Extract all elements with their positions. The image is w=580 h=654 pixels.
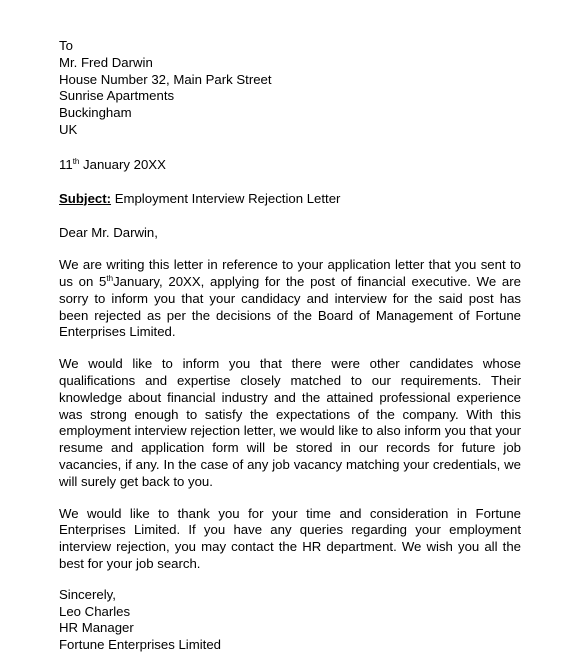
to-label: To xyxy=(59,38,73,53)
recipient-country: UK xyxy=(59,121,78,137)
subject-label: Subject: xyxy=(59,190,112,206)
paragraph-1-sup: th xyxy=(106,273,114,283)
signature-block xyxy=(59,604,521,654)
signature-title: HR Manager xyxy=(59,620,134,636)
subject-text: Employment Interview Rejection Letter xyxy=(111,190,341,206)
paragraph-1-part1: We are writing this letter in reference to your application letter that you sent to us on 5 xyxy=(59,257,521,289)
paragraph-2: We would like to inform you that there were other candidates whose qualifications and expertise closely matched to our requirements. Their knowledge about financial industry and the attained professional experience was strong enough to satisfy the expectations of the company. With this employment interview rejection letter, we would like to also inform you that your resume and application form will be stored in our records for future job vacancies, if any. In the case of any job vacancy matching your credentials, we will surely get back to you. xyxy=(59,356,521,489)
paragraph-1-part2: January, 20XX, applying for the post of financial executive. We are sorry to inform you that your candidacy and interview for the said post has been rejected as per the decisions of the Board of Management of Fortune Enterprises Limited. xyxy=(59,273,521,340)
paragraph-3: We would like to thank you for your time and consideration in Fortune Enterprises Limited. If you have any queries regarding your employment interview rejection, you may contact the HR department. We wish you all the best for your job search. xyxy=(59,505,521,571)
signature-name: Leo Charles xyxy=(59,603,131,619)
recipient-address-line1: House Number 32, Main Park Street xyxy=(59,71,272,87)
recipient-city: Buckingham xyxy=(59,105,132,121)
recipient-name: Mr. Fred Darwin xyxy=(59,54,153,70)
letter-date xyxy=(59,157,521,174)
closing: Sincerely, xyxy=(59,586,116,602)
recipient-address-line2: Sunrise Apartments xyxy=(59,88,175,104)
subject-line xyxy=(59,191,521,208)
date-rest: January 20XX xyxy=(79,156,166,172)
salutation: Dear Mr. Darwin, xyxy=(59,225,158,241)
date-suffix: th xyxy=(72,156,80,166)
signature-company: Fortune Enterprises Limited xyxy=(59,637,221,653)
letter-body xyxy=(59,38,521,654)
recipient-address xyxy=(59,38,521,139)
paragraph-1 xyxy=(59,257,521,341)
date-day: 11 xyxy=(59,156,73,172)
